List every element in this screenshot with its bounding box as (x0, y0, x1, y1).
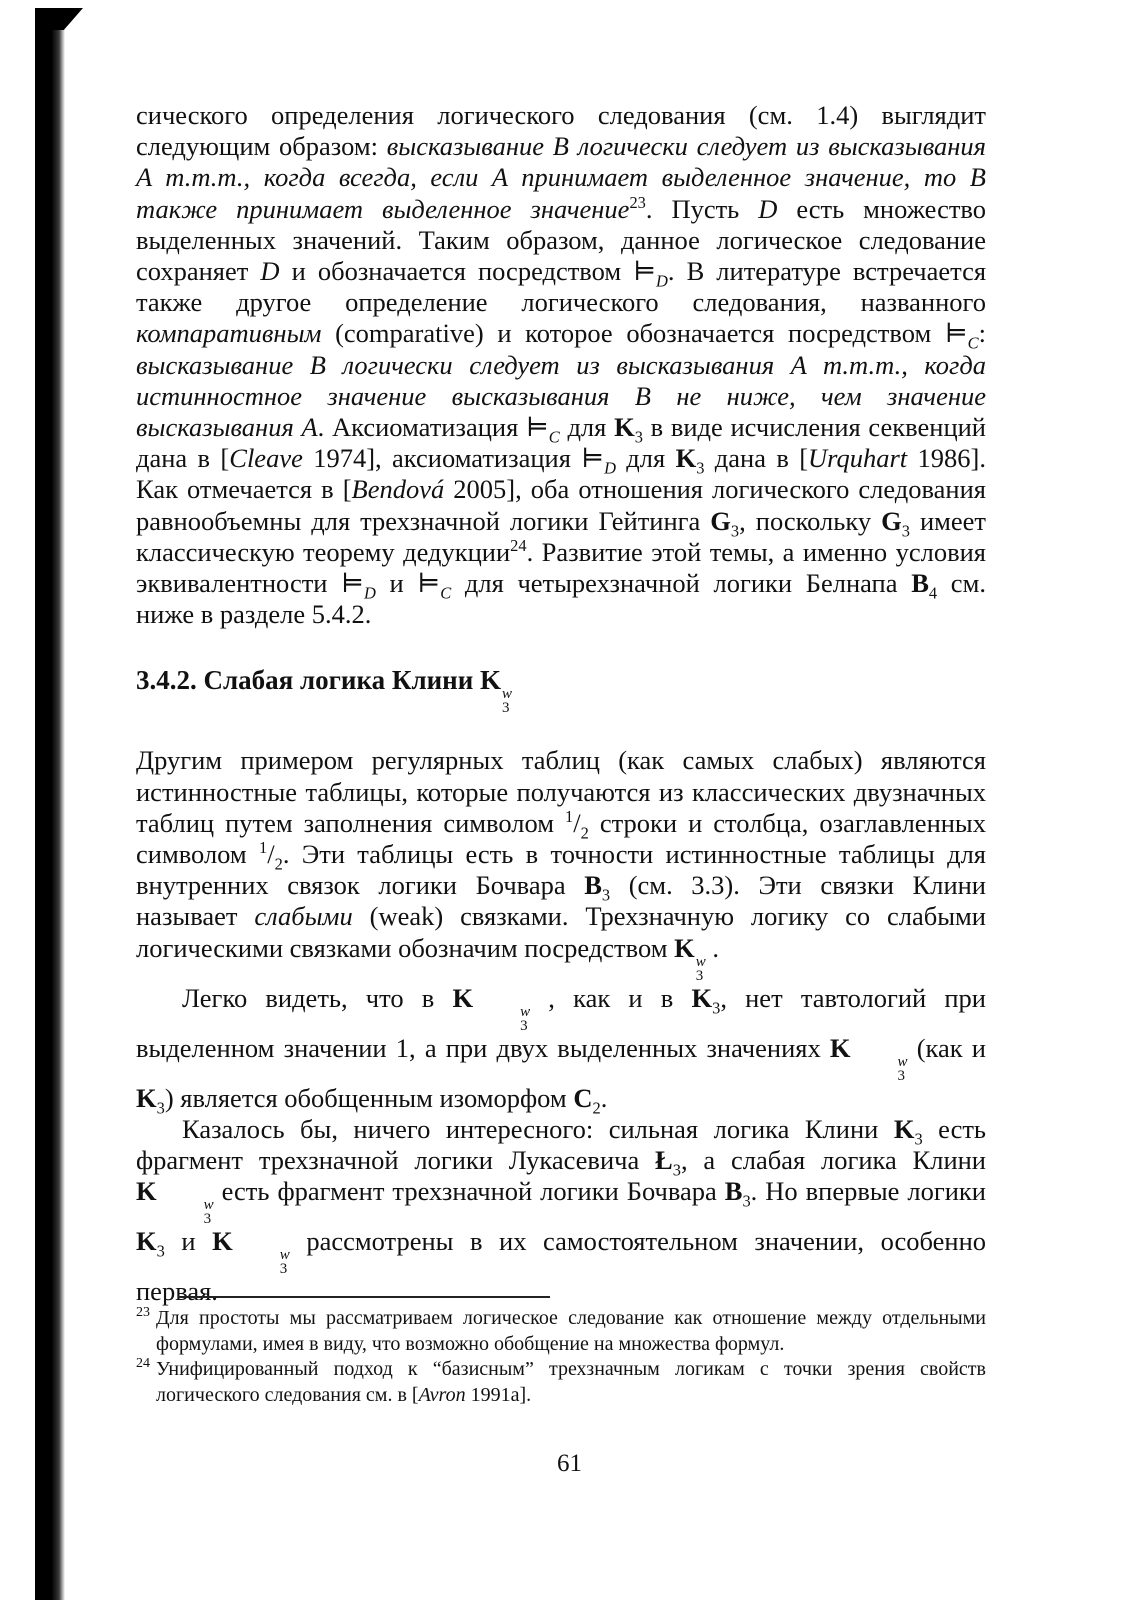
page-body (136, 100, 986, 1307)
citation-cleave[interactable]: Cleave (229, 443, 303, 474)
footnote-divider (178, 1296, 550, 1298)
scan-binding-corner (35, 8, 83, 30)
section-heading: 3.4.2. Слабая логика Клини K w 3 (136, 665, 513, 717)
paragraph-tautologies: Легко видеть, что в K w 3 , как и в $K_3$, нет тавтологий при выделенном значении 1, а при двух выделенных значениях K w 3 (как и $K_3$) является обобщенным изоморфом $C_2$. (136, 982, 986, 1117)
page-number: 61 (557, 1450, 582, 1477)
citation-bendova[interactable]: Bendová (351, 474, 445, 505)
footnote-ref-24[interactable]: 24 (510, 536, 527, 556)
citation-urquhart[interactable]: Urquhart (808, 443, 908, 474)
footnotes (136, 1306, 986, 1408)
citation-avron[interactable]: Avron (418, 1383, 466, 1406)
footnote-ref-23[interactable]: 23 (629, 192, 646, 212)
paragraph-fragments: Казалось бы, ничего интересного: сильная логика Клини $K_3$ есть фрагмент трехзначной логики Лукасевича $Ł_3$, а слабая логика Клини K w 3 есть фрагмент трехзначной логики Бочвара $B_3$. Но впервые логики $K_3$ и K w 3 рассмотрены в их самостоятельном значении, особенно первая. (136, 1113, 987, 1307)
scan-binding-shadow (35, 8, 65, 1600)
paragraph-consequence: сического определения логического следования (см. 1.4) выглядит следующим образом: высказывание B логически следует из высказывания A т.т.т., когда всегда, если A принимает выделенное значение, то B также принимает выделенное значение$^{23}$. Пусть D есть множество выделенных значений. Таким образом, данное логическое следование сохраняет D и обозначается посредством $⊨_D$. В литературе встречается также другое определение логического следования, названного компаративным (comparative) и которое обозначается посредством $⊨_C$: высказывание B логически следует из высказывания A т.т.т., когда истинностное значение высказывания B не ниже, чем значение высказывания A. Аксиоматизация $⊨_C$ для $K_3$ в виде исчисления секвенций дана в [Cleave 1974], аксиоматизация $⊨_D$ для $K_3$ дана в [Urquhart 1986]. Как отмечается в [Bendová 2005], оба отношения логического следования равнообъемны для трехзначной логики Гейтинга $G_3$, поскольку $G_3$ имеет классическую теорему дедукции$^{24}$. Развитие этой темы, а именно условия эквивалентности $⊨_D$ и $⊨_C$ для четырехзначной логики Белнапа $B_4$ см. ниже в разделе 5.4.2. (136, 100, 987, 630)
footnote-24: 24 Унифицированный подход к “базисным” трехзначным логикам с точки зрения свойств логического следования см. в [Avron 1991a]. (136, 1356, 986, 1406)
footnote-23: 23 Для простоты мы рассматриваем логическое следование как отношение между отдельными формулами, имея в виду, что возможно обобщение на множества формул. (136, 1305, 986, 1355)
paragraph-weak-tables: Другим примером регулярных таблиц (как самых слабых) являются истинностные таблицы, которые получаются из классических двузначных таблиц путем заполнения символом $^1/_2$ строки и столбца, озаглавленных символом $^1/_2$. Эти таблицы есть в точности истинностные таблицы для внутренних связок логики Бочвара $B_3$ (см. 3.3). Эти связки Клини называет слабыми (weak) связками. Трехзначную логику со слабыми логическими связками обозначим посредством K w 3 . (136, 745, 986, 984)
